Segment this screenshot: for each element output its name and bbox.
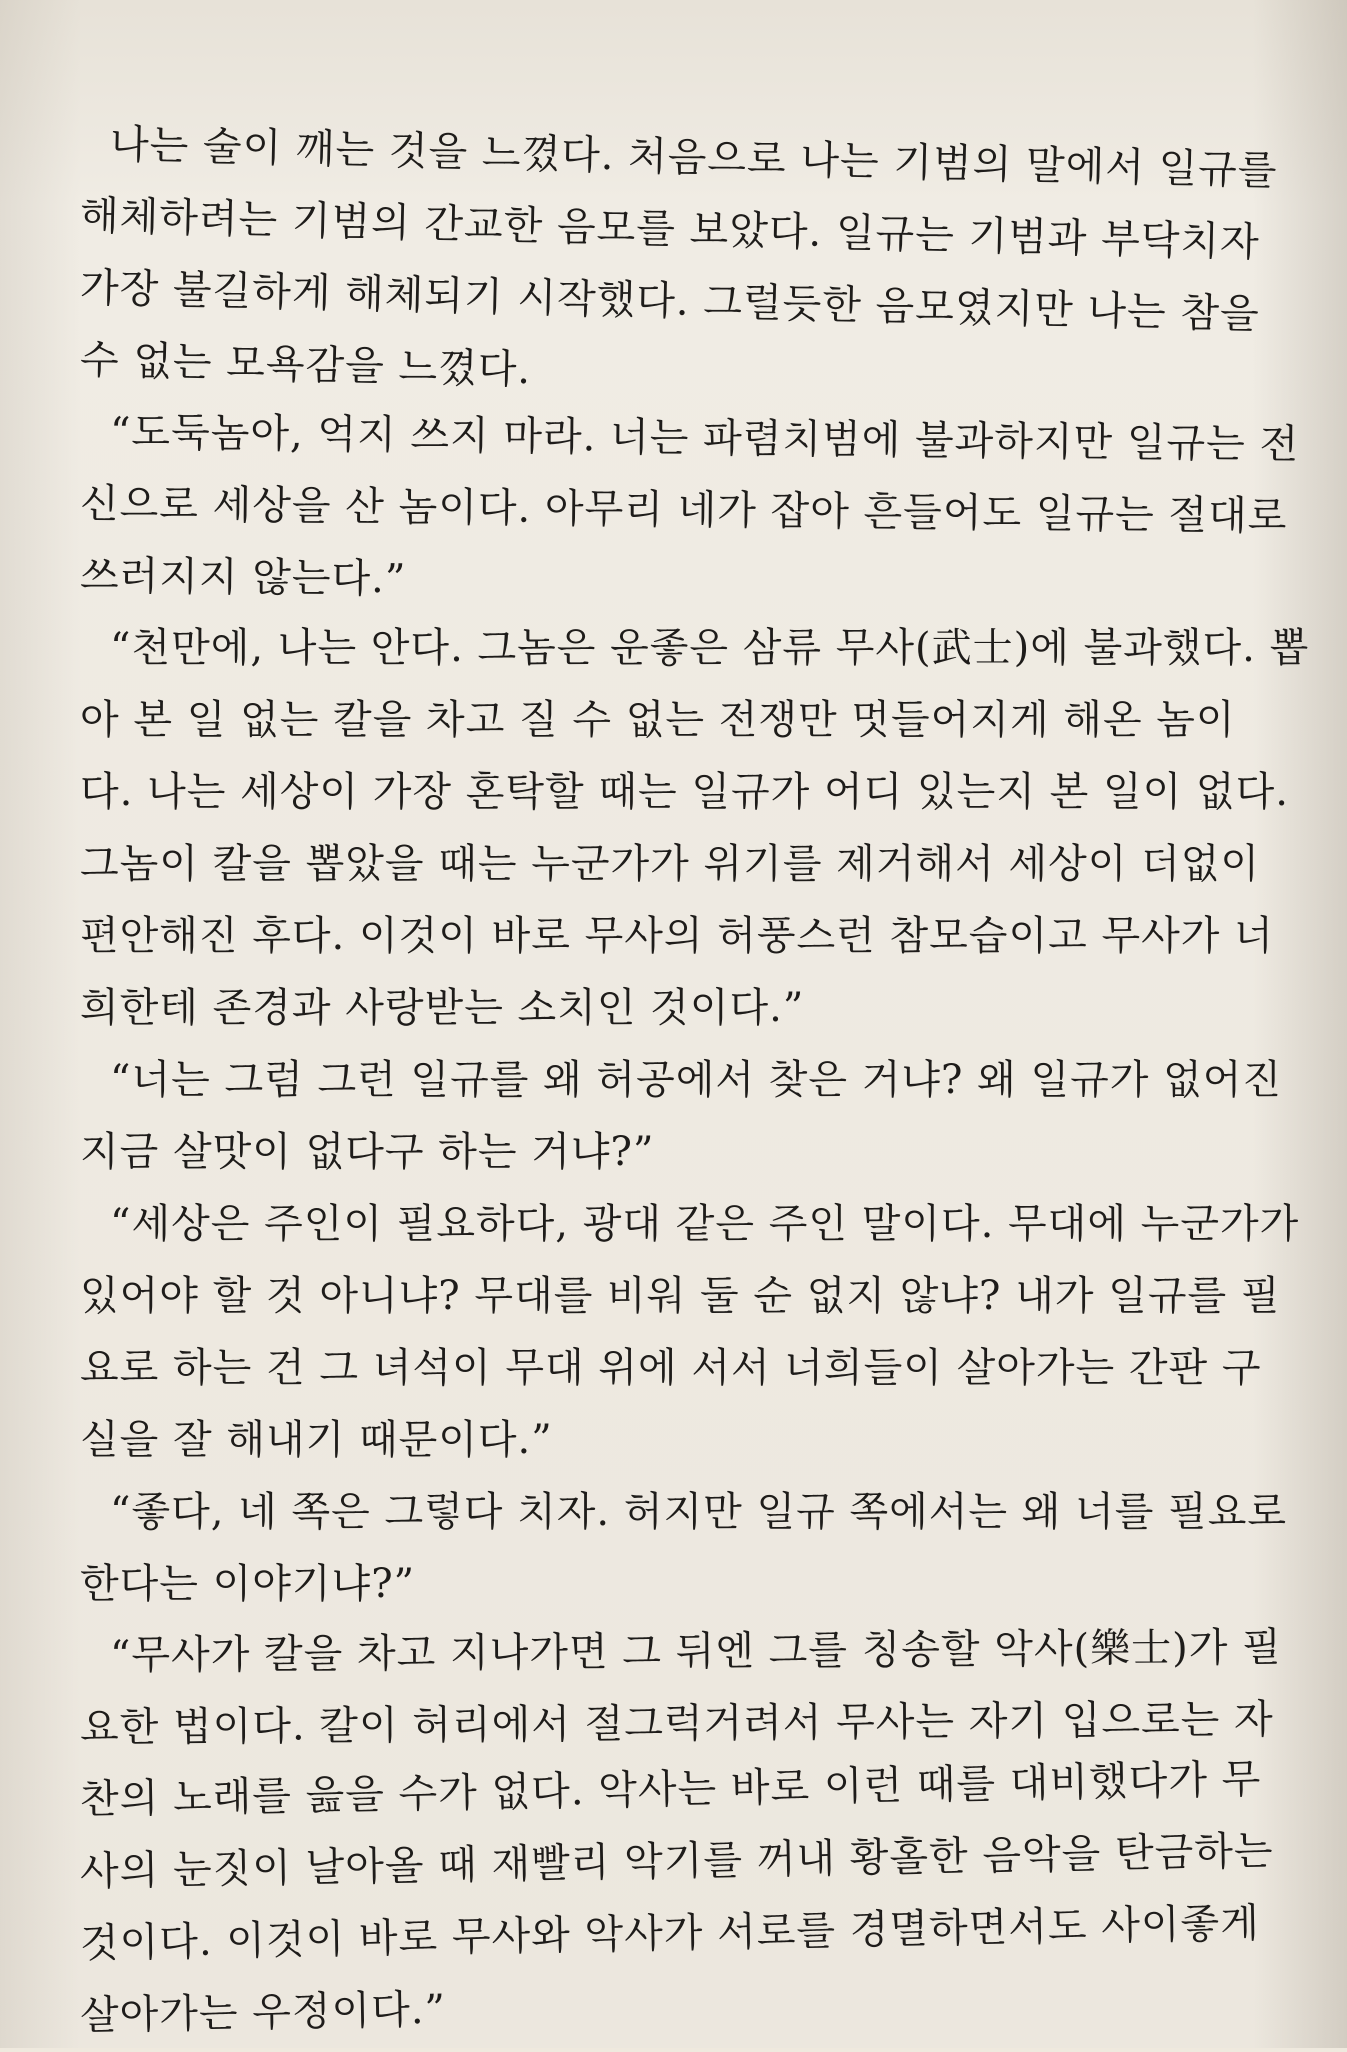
text-line: 것이다. 이것이 바로 무사와 악사가 서로를 경멸하면서도 사이좋게 — [79, 1900, 1261, 1967]
text-line: 요로 하는 건 그 녀석이 무대 위에 서서 너희들이 살아가는 간판 구 — [80, 1345, 1262, 1391]
text-line: “너는 그럼 그런 일규를 왜 허공에서 찾은 거냐? 왜 일규가 없어진 — [110, 1057, 1283, 1103]
text-line: “세상은 주인이 필요하다, 광대 같은 주인 말이다. 무대에 누군가가 — [110, 1201, 1300, 1247]
text-line: 해체하려는 기범의 간교한 음모를 보았다. 일규는 기범과 부닥치자 — [79, 193, 1261, 266]
text-line: 지금 살맛이 없다구 하는 거냐?” — [80, 1129, 655, 1175]
text-line: 편안해진 후다. 이것이 바로 무사의 허풍스런 참모습이고 무사가 너 — [80, 913, 1274, 959]
text-line: 요한 법이다. 칼이 허리에서 절그럭거려서 무사는 자기 입으로는 자 — [79, 1696, 1274, 1751]
text-line: 수 없는 모욕감을 느꼈다. — [79, 337, 532, 394]
text-line: 한다는 이야기냐?” — [80, 1561, 416, 1607]
body-text — [79, 108, 1310, 2052]
text-line: 희한테 존경과 사랑받는 소치인 것이다.” — [80, 985, 805, 1031]
text-line: “천만에, 나는 안다. 그놈은 운좋은 삼류 무사(武士)에 불과했다. 뽑 — [110, 625, 1310, 671]
text-line: 가장 불길하게 해체되기 시작했다. 그럴듯한 음모였지만 나는 참을 — [79, 265, 1261, 338]
text-line: 사의 눈짓이 날아올 때 재빨리 악기를 꺼내 황홀한 음악을 탄금하는 — [79, 1828, 1274, 1895]
text-line: 나는 술이 깨는 것을 느꼈다. 처음으로 나는 기범의 말에서 일규를 — [109, 121, 1279, 195]
text-line: 다. 나는 세상이 가장 혼탁할 때는 일규가 어디 있는지 본 일이 없다. — [80, 769, 1289, 815]
text-line: 쓰러지지 않는다.” — [79, 553, 407, 603]
text-line: “도둑놈아, 억지 쓰지 마라. 너는 파렴치범에 불과하지만 일규는 전 — [109, 409, 1300, 468]
text-line: “좋다, 네 쪽은 그렇다 치자. 허지만 일규 쪽에서는 왜 너를 필요로 — [110, 1489, 1288, 1535]
text-line: 아 본 일 없는 칼을 차고 질 수 없는 전쟁만 멋들어지게 해온 놈이 — [80, 697, 1236, 743]
text-line: 살아가는 우정이다.” — [79, 1986, 447, 2039]
text-line: 그놈이 칼을 뽑았을 때는 누군가가 위기를 제거해서 세상이 더없이 — [80, 841, 1260, 887]
text-line: 있어야 할 것 아니냐? 무대를 비워 둘 순 없지 않냐? 내가 일규를 필 — [80, 1273, 1281, 1319]
text-line: 찬의 노래를 읊을 수가 없다. 악사는 바로 이런 때를 대비했다가 무 — [79, 1756, 1262, 1823]
text-line: 신으로 세상을 산 놈이다. 아무리 네가 잡아 흔들어도 일규는 절대로 — [79, 481, 1288, 540]
text-line: 실을 잘 해내기 때문이다.” — [80, 1417, 553, 1463]
text-line: “무사가 칼을 차고 지나가면 그 뒤엔 그를 칭송할 악사(樂士)가 필 — [109, 1624, 1282, 1679]
